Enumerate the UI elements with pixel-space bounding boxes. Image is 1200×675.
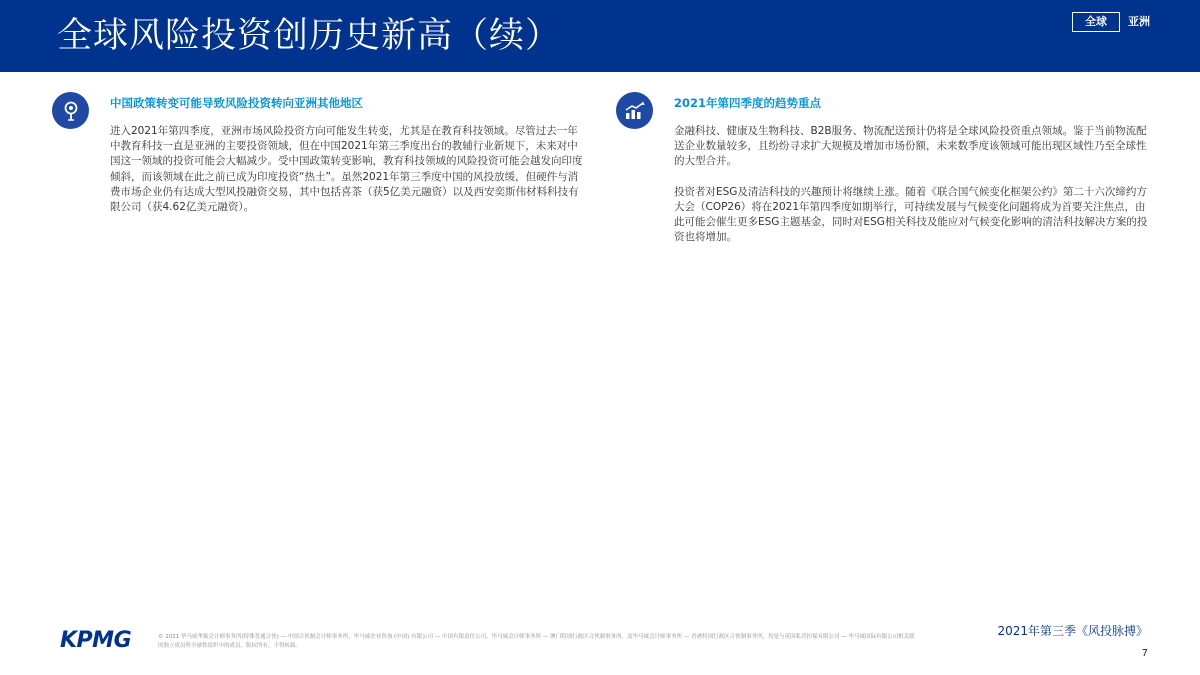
kpmg-logo: KPMG — [60, 628, 132, 653]
right-section-paragraph-1: 金融科技、健康及生物科技、B2B服务、物流配送预计仍将是全球风险投资重点领域。鉴于当前物流配送企业数量较多，且纷纷寻求扩大规模及增加市场份额，未来数季度该领域可能出现区域性乃至全球性的大型合并。 — [674, 125, 1147, 168]
region-tab-asia[interactable]: 亚洲 — [1128, 15, 1150, 28]
page-number: 7 — [1141, 648, 1148, 659]
footer-legal-text: © 2021 毕马威华振会计师事务所(特殊普通合伙) — 中国合伙制会计师事务所，毕马威企业咨询 (中国) 有限公司 — 中国有限责任公司，毕马威会计师事务所 — 澳门特别行政区合伙制事务所，及毕马威会计师事务所 — 香港特别行政区合伙制事务所，均是与英国私营担保有限公司 — 毕马威国际有限公司相关联的独立成员所全球性组织中的成员。版权所有，不得转载。 — [158, 634, 915, 649]
left-section-body — [110, 124, 585, 230]
region-nav — [1072, 12, 1150, 32]
page-title: 全球风险投资创历史新高（续） — [57, 16, 562, 56]
region-tab-global[interactable]: 全球 — [1072, 12, 1120, 32]
publication-title: 2021年第三季《风投脉搏》 — [997, 624, 1148, 638]
header-bar — [0, 0, 1200, 72]
location-pin-icon — [52, 92, 89, 129]
right-section-body — [674, 124, 1154, 260]
right-section-paragraph-2: 投资者对ESG及清洁科技的兴趣预计将继续上涨。随着《联合国气候变化框架公约》第二十六次缔约方大会（COP26）将在2021年第四季度如期举行，可持续发展与气候变化问题将成为首要关注焦点，由此可能会催生更多ESG主题基金，同时对ESG相关科技及能应对气候变化影响的清洁科技解决方案的投资也将增加。 — [674, 185, 1148, 244]
left-section-heading: 中国政策转变可能导致风险投资转向亚洲其他地区 — [110, 96, 363, 110]
right-section-heading: 2021年第四季度的趋势重点 — [674, 96, 822, 110]
left-section-paragraph: 进入2021年第四季度，亚洲市场风险投资方向可能发生转变，尤其是在教育科技领域。尽管过去一年中教育科技一直是亚洲的主要投资领域，但在中国2021年第三季度出台的教辅行业新规下，未来对中国这一领域的投资可能会大幅减少。受中国政策转变影响，教育科技领域的风险投资可能会越发向印度倾斜，而该领域在此之前已成为印度投资“热土”。虽然2021年第三季度中国的风投放缓，但硬件与消费市场企业仍有达成大型风投融资交易，其中包括喜茶（获5亿美元融资）以及西安奕斯伟材料科技有限公司（获4.62亿美元融资）。 — [110, 125, 583, 214]
trend-up-icon — [616, 92, 653, 129]
